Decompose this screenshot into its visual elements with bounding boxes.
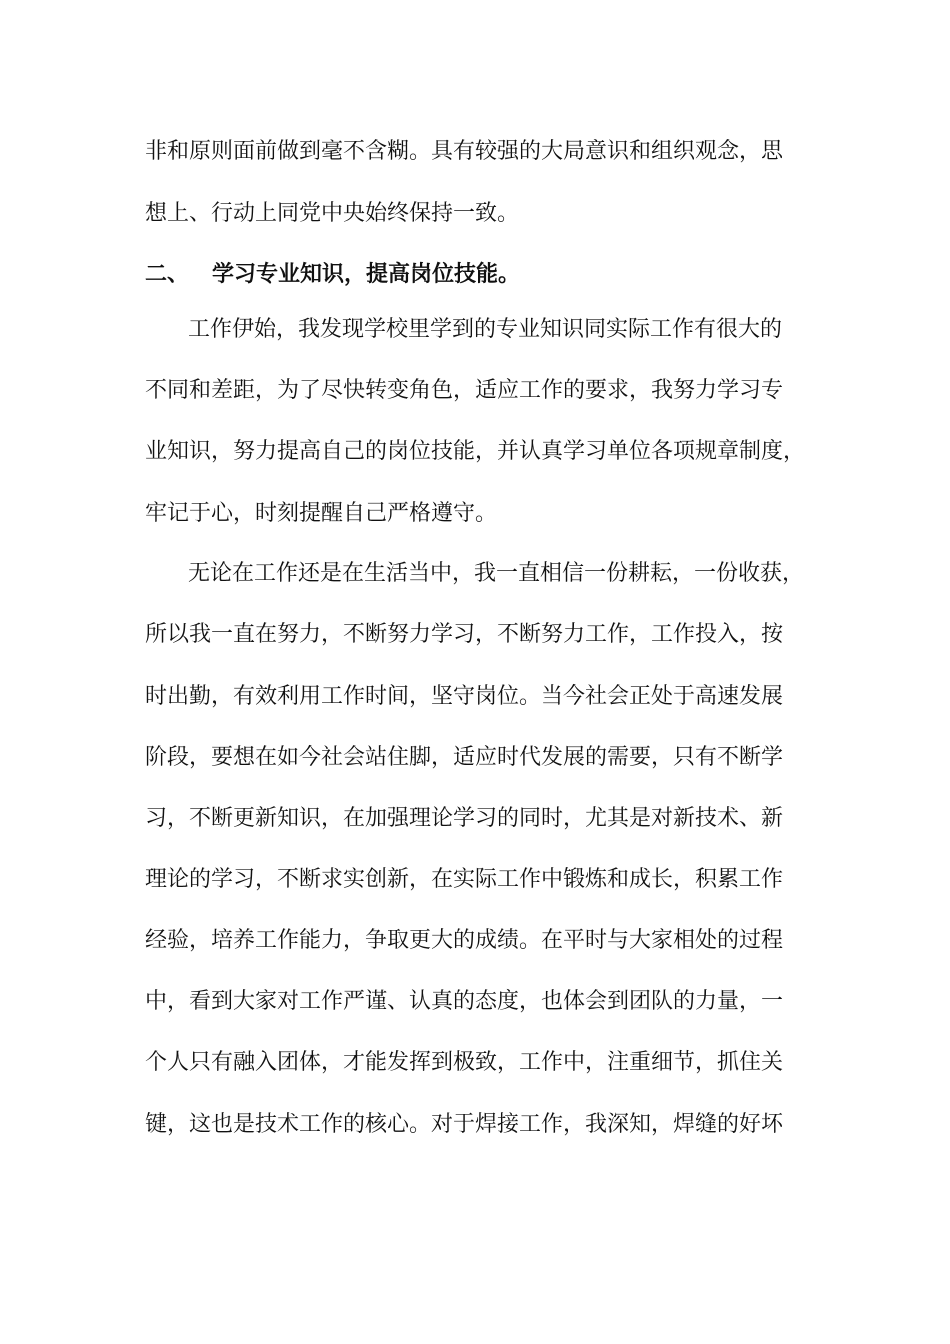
section-number: 二、 <box>145 261 190 287</box>
text-line: 经验，培养工作能力，争取更大的成绩。在平时与大家相处的过程 <box>145 928 784 953</box>
text-line: 键，这也是技术工作的核心。对于焊接工作，我深知，焊缝的好坏 <box>145 1112 784 1137</box>
text-line: 业知识，努力提高自己的岗位技能，并认真学习单位各项规章制度， <box>145 439 806 464</box>
text-line: 不同和差距，为了尽快转变角色，适应工作的要求，我努力学习专 <box>145 378 784 403</box>
text-line: 中，看到大家对工作严谨、认真的态度，也体会到团队的力量，一 <box>145 989 784 1014</box>
text-line: 时出勤，有效利用工作时间，坚守岗位。当今社会正处于高速发展 <box>145 684 784 709</box>
section-title: 学习专业知识，提高岗位技能。 <box>212 261 521 287</box>
text-line: 无论在工作还是在生活当中，我一直相信一份耕耘，一份收获， <box>188 561 805 586</box>
text-line: 阶段，要想在如今社会站住脚，适应时代发展的需要，只有不断学 <box>145 745 784 770</box>
section-heading <box>145 259 520 289</box>
text-line: 所以我一直在努力，不断努力学习，不断努力工作，工作投入，按 <box>145 622 784 647</box>
text-line: 非和原则面前做到毫不含糊。具有较强的大局意识和组织观念，思 <box>145 139 784 164</box>
text-line: 想上、行动上同党中央始终保持一致。 <box>145 201 520 226</box>
text-line: 牢记于心，时刻提醒自己严格遵守。 <box>145 501 498 526</box>
text-line: 工作伊始，我发现学校里学到的专业知识同实际工作有很大的 <box>188 317 783 342</box>
text-line: 个人只有融入团体，才能发挥到极致，工作中，注重细节，抓住关 <box>145 1050 784 1075</box>
text-line: 习，不断更新知识，在加强理论学习的同时，尤其是对新技术、新 <box>145 806 784 831</box>
text-line: 理论的学习，不断求实创新，在实际工作中锻炼和成长，积累工作 <box>145 867 784 892</box>
